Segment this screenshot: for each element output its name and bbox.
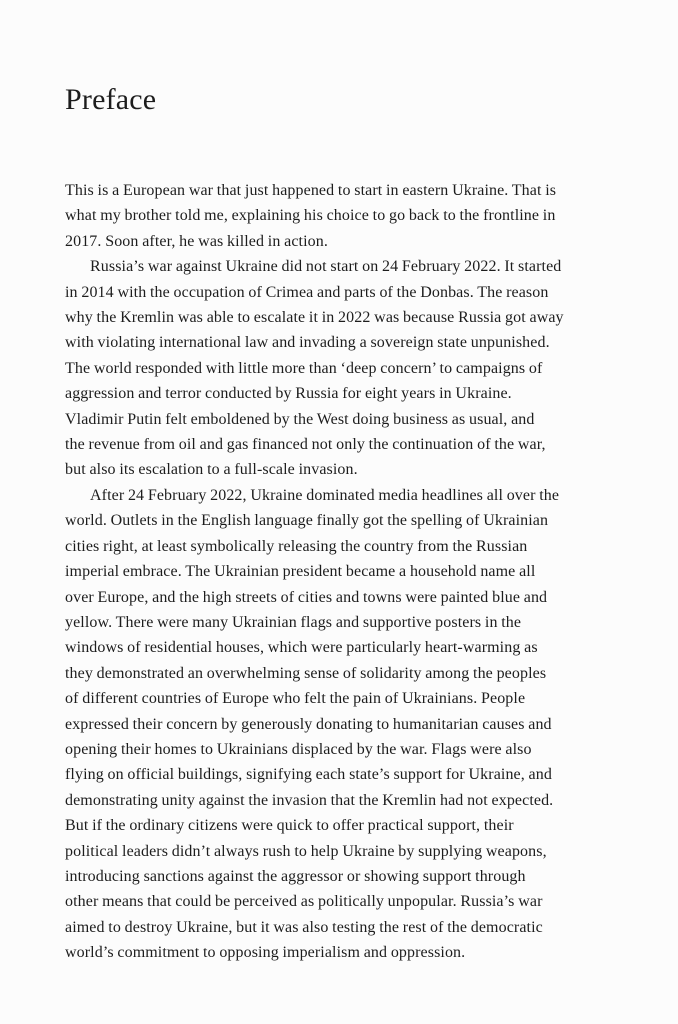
text-line: over Europe, and the high streets of cities and towns were painted blue and <box>65 588 548 606</box>
page-title: Preface <box>65 83 157 116</box>
text-line: opening their homes to Ukrainians displaced by the war. Flags were also <box>65 740 532 758</box>
text-line: Vladimir Putin felt emboldened by the West doing business as usual, and <box>65 410 535 428</box>
text-line: aimed to destroy Ukraine, but it was also testing the rest of the democratic <box>65 918 543 936</box>
text-line: world’s commitment to opposing imperialism and oppression. <box>65 944 466 962</box>
text-line: flying on official buildings, signifying each state’s support for Ukraine, and <box>65 766 552 784</box>
text-line: windows of residential houses, which were particularly heart-warming as <box>65 639 538 657</box>
text-line: political leaders didn’t always rush to help Ukraine by supplying weapons, <box>65 842 547 860</box>
preface-body <box>65 178 613 966</box>
paragraph <box>65 483 613 966</box>
text-line: of different countries of Europe who felt the pain of Ukrainians. People <box>65 690 526 708</box>
text-line: why the Kremlin was able to escalate it in 2022 was because Russia got away <box>65 309 564 327</box>
paragraph <box>65 254 613 483</box>
text-line: but also its escalation to a full-scale invasion. <box>65 461 358 479</box>
text-line: they demonstrated an overwhelming sense of solidarity among the peoples <box>65 664 547 682</box>
text-line: world. Outlets in the English language finally got the spelling of Ukrainian <box>65 512 549 530</box>
text-line: expressed their concern by generously donating to humanitarian causes and <box>65 715 552 733</box>
text-line: in 2014 with the occupation of Crimea and parts of the Donbas. The reason <box>65 283 549 301</box>
text-line: the revenue from oil and gas financed not only the continuation of the war, <box>65 436 546 454</box>
text-line: imperial embrace. The Ukrainian president became a household name all <box>65 563 536 581</box>
text-line: After 24 February 2022, Ukraine dominated media headlines all over the <box>90 486 560 504</box>
text-line: cities right, at least symbolically releasing the country from the Russian <box>65 537 528 555</box>
text-line: 2017. Soon after, he was killed in action. <box>65 232 328 250</box>
text-line: Russia’s war against Ukraine did not start on 24 February 2022. It started <box>90 258 562 276</box>
text-line: with violating international law and invading a sovereign state unpunished. <box>65 334 550 352</box>
paragraph <box>65 178 613 254</box>
text-line: This is a European war that just happened to start in eastern Ukraine. That is <box>65 182 557 199</box>
text-line: demonstrating unity against the invasion that the Kremlin had not expected. <box>65 791 554 809</box>
text-line: aggression and terror conducted by Russia for eight years in Ukraine. <box>65 385 512 403</box>
text-line: yellow. There were many Ukrainian flags and supportive posters in the <box>65 613 522 631</box>
text-line: other means that could be perceived as politically unpopular. Russia’s war <box>65 893 543 911</box>
text-line: But if the ordinary citizens were quick to offer practical support, their <box>65 817 514 835</box>
text-line: introducing sanctions against the aggressor or showing support through <box>65 867 526 885</box>
text-line: what my brother told me, explaining his choice to go back to the frontline in <box>65 207 556 225</box>
text-line: The world responded with little more than ‘deep concern’ to campaigns of <box>65 359 543 377</box>
